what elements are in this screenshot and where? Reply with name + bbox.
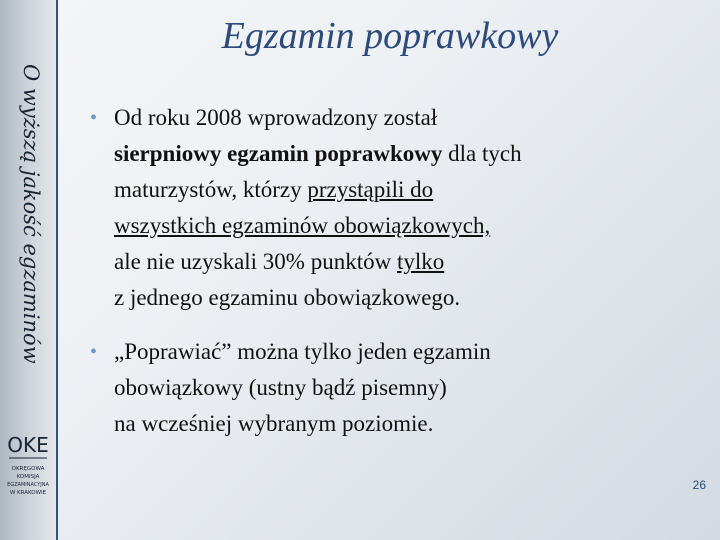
bullet-line: z jednego egzaminu obowiązkowego. bbox=[114, 285, 461, 310]
text-fragment: ale nie uzyskali 30% punktów bbox=[114, 249, 397, 274]
bullet-line bbox=[114, 136, 700, 172]
logo-line-1: OKRĘGOWA bbox=[11, 466, 45, 472]
slide-content bbox=[90, 100, 700, 451]
bullet-line: Od roku 2008 wprowadzony został bbox=[114, 105, 438, 130]
text-fragment: maturzystów, którzy bbox=[114, 177, 308, 202]
slide-title: Egzamin poprawkowy bbox=[221, 15, 559, 57]
bullet-item bbox=[90, 334, 700, 442]
bullet-item bbox=[90, 100, 700, 316]
underlined-phrase: przystąpili do bbox=[307, 177, 434, 202]
logo-line-3: EGZAMINACYJNA bbox=[7, 482, 49, 488]
sidebar-motto-text: O wyższą jakość egzaminów bbox=[19, 64, 43, 364]
sidebar-motto bbox=[10, 60, 50, 390]
bullet-icon: • bbox=[90, 107, 98, 129]
text-fragment: dla tych bbox=[442, 141, 522, 166]
bullet-line bbox=[114, 172, 700, 208]
sidebar-divider bbox=[56, 0, 58, 540]
logo-mark: OKE bbox=[7, 433, 49, 457]
bullet-line: „Poprawiać” można tylko jeden egzamin bbox=[114, 339, 491, 364]
bold-phrase: sierpniowy egzamin poprawkowy bbox=[114, 141, 443, 166]
bullet-line bbox=[114, 244, 700, 280]
bullet-line: wszystkich egzaminów obowiązkowych, bbox=[114, 213, 491, 238]
bullet-line: na wcześniej wybranym poziomie. bbox=[114, 411, 434, 436]
logo-line-2: KOMISJA bbox=[16, 474, 40, 480]
bullet-icon: • bbox=[90, 341, 98, 363]
logo-line-4: W KRAKOWIE bbox=[9, 490, 47, 496]
sidebar bbox=[0, 0, 56, 540]
bullet-line: obowiązkowy (ustny bądź pisemny) bbox=[114, 375, 447, 400]
oke-logo bbox=[3, 428, 53, 518]
page-number: 26 bbox=[692, 478, 706, 492]
underlined-phrase: tylko bbox=[396, 249, 445, 274]
